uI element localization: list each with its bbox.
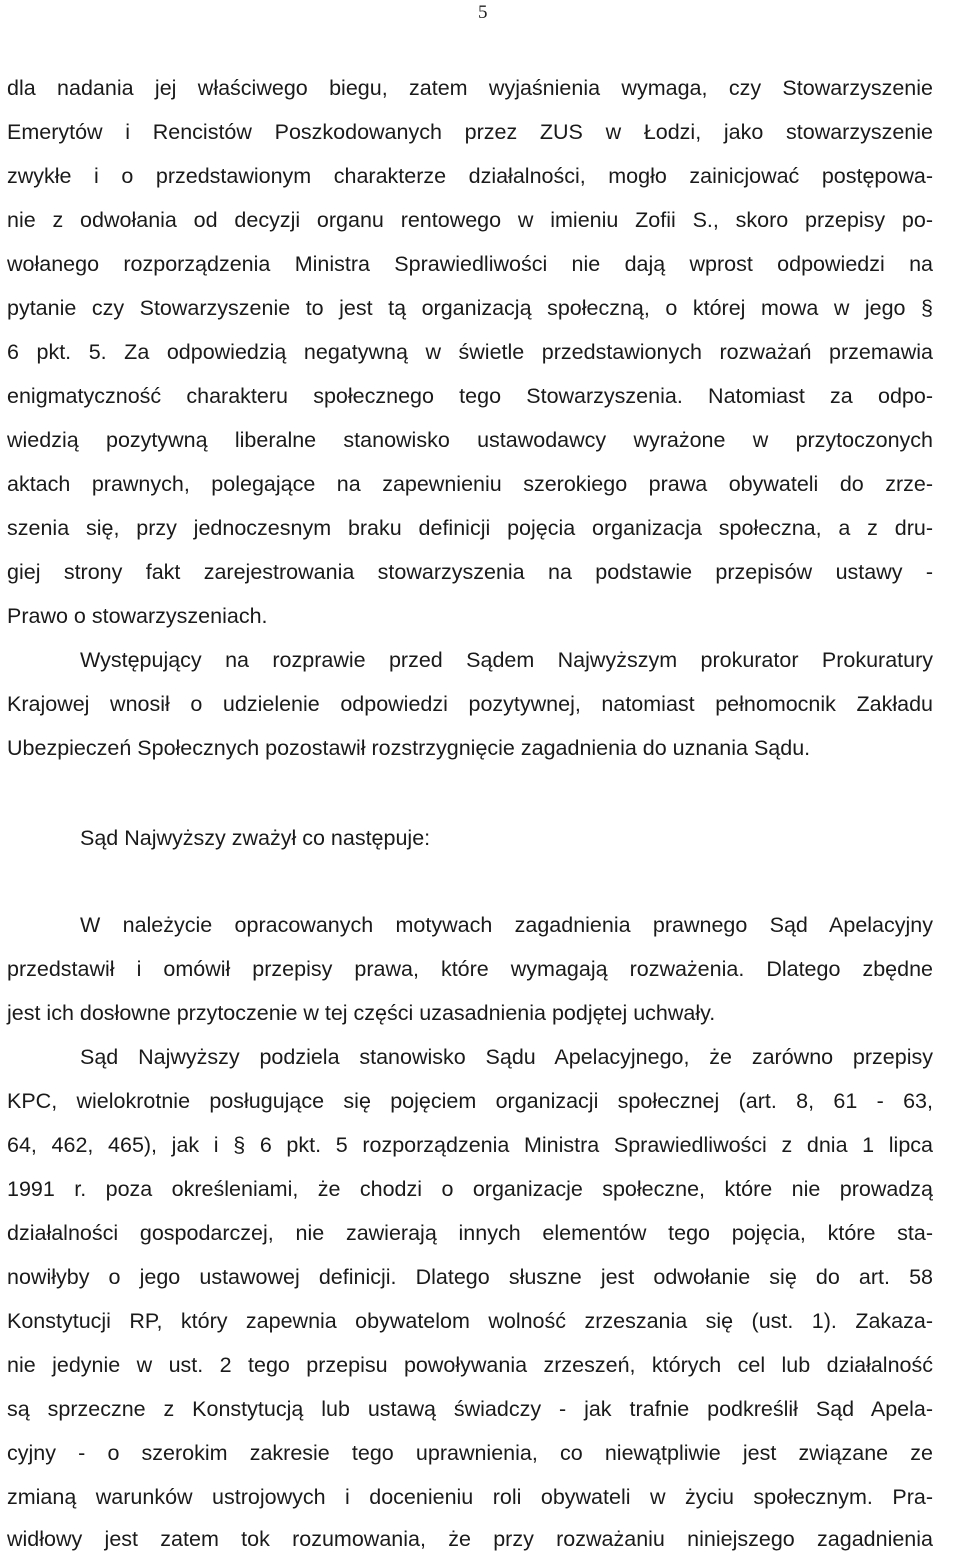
text-line: Sąd Najwyższy podziela stanowisko Sądu Apelacyjnego, że zarówno przepisy (80, 1045, 933, 1069)
text-line: przedstawił i omówił przepisy prawa, które wymagają rozważenia. Dlatego zbędne (7, 957, 933, 981)
text-line: Konstytucji RP, który zapewnia obywatelom wolność zrzeszania się (ust. 1). Zakaza- (7, 1309, 933, 1333)
text-line: dla nadania jej właściwego biegu, zatem wyjaśnienia wymaga, czy Stowarzyszenie (7, 76, 933, 100)
text-line: Emerytów i Rencistów Poszkodowanych przez ZUS w Łodzi, jako stowarzyszenie (7, 120, 933, 144)
text-line: 1991 r. poza określeniami, że chodzi o organizacje społeczne, które nie prowadzą (7, 1177, 933, 1201)
text-line: giej strony fakt zarejestrowania stowarzyszenia na podstawie przepisów ustawy - (7, 560, 933, 584)
text-line: wołanego rozporządzenia Ministra Sprawiedliwości nie dają wprost odpowiedzi na (7, 252, 933, 276)
text-line: cyjny - o szerokim zakresie tego uprawnienia, co niewątpliwie jest związane ze (7, 1441, 933, 1465)
section-heading: Sąd Najwyższy zważył co następuje: (80, 826, 431, 850)
text-line: Krajowej wnosił o udzielenie odpowiedzi pozytywnej, natomiast pełnomocnik Zakładu (7, 692, 933, 716)
text-line: 64, 462, 465), jak i § 6 pkt. 5 rozporządzenia Ministra Sprawiedliwości z dnia 1 lipca (7, 1133, 933, 1157)
text-line: KPC, wielokrotnie posługujące się pojęciem organizacji społecznej (art. 8, 61 - 63, (7, 1089, 933, 1113)
text-line: Występujący na rozprawie przed Sądem Najwyższym prokurator Prokuratury (80, 648, 933, 672)
text-line: aktach prawnych, polegające na zapewnieniu szerokiego prawa obywateli do zrze- (7, 472, 933, 496)
text-line: pytanie czy Stowarzyszenie to jest tą organizacją społeczną, o której mowa w jego § (7, 296, 933, 320)
text-line: zmianą warunków ustrojowych i docenieniu roli obywateli w życiu społecznym. Pra- (7, 1485, 933, 1509)
text-line: Prawo o stowarzyszeniach. (7, 604, 268, 628)
text-line: enigmatyczność charakteru społecznego tego Stowarzyszenia. Natomiast za odpo- (7, 384, 933, 408)
text-line: nie z odwołania od decyzji organu rentowego w imieniu Zofii S., skoro przepisy po- (7, 208, 933, 232)
text-line: jest ich dosłowne przytoczenie w tej części uzasadnienia podjętej uchwały. (7, 1001, 716, 1025)
text-line: 6 pkt. 5. Za odpowiedzią negatywną w świetle przedstawionych rozważań przemawia (7, 340, 933, 364)
page-number: 5 (478, 2, 488, 23)
text-line: nie jedynie w ust. 2 tego przepisu powoływania zrzeszeń, których cel lub działalność (7, 1353, 933, 1377)
text-line: Ubezpieczeń Społecznych pozostawił rozstrzygnięcie zagadnienia do uznania Sądu. (7, 736, 811, 760)
text-line: nowiłyby o jego ustawowej definicji. Dlatego słuszne jest odwołanie się do art. 58 (7, 1265, 933, 1289)
text-line: widłowy jest zatem tok rozumowania, że przy rozważaniu niniejszego zagadnienia (7, 1527, 933, 1551)
text-line: wiedzią pozytywną liberalne stanowisko ustawodawcy wyrażone w przytoczonych (7, 428, 933, 452)
text-line: zwykłe i o przedstawionym charakterze działalności, mogło zainicjować postępowa- (7, 164, 933, 188)
text-line: szenia się, przy jednoczesnym braku definicji pojęcia organizacja społeczna, a z dru- (7, 516, 933, 540)
text-line: W należycie opracowanych motywach zagadnienia prawnego Sąd Apelacyjny (80, 913, 933, 937)
text-line: działalności gospodarczej, nie zawierają innych elementów tego pojęcia, które sta- (7, 1221, 933, 1245)
text-line: są sprzeczne z Konstytucją lub ustawą świadczy - jak trafnie podkreślił Sąd Apela- (7, 1397, 933, 1421)
